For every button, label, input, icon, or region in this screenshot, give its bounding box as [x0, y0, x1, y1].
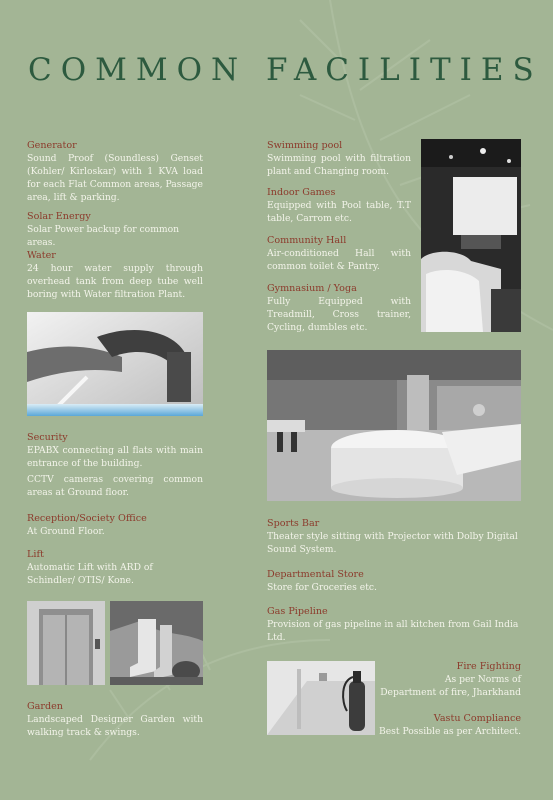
gas-text: Provision of gas pipeline in all kitchen from Gail India Ltd.: [267, 619, 519, 643]
games-section: [267, 186, 411, 225]
gym-text: Fully Equipped with Treadmill, Cross trainer, Cycling, dumbles etc.: [267, 296, 411, 333]
solar-text: Solar Power backup for common areas.: [27, 224, 180, 248]
reception-text: At Ground Floor.: [27, 526, 105, 537]
banquet-hall-photo: [267, 350, 521, 501]
generator-text: Sound Proof (Soundless) Genset (Kohler/ Kirloskar) with 1 KVA load for each Flat Common areas, Passage area, lift & parking.: [27, 153, 203, 203]
sports-text: Theater style sitting with Projector with Dolby Digital Sound System.: [267, 531, 518, 555]
fire-heading: Fire Fighting: [456, 661, 521, 672]
page-title: COMMON FACILITIES: [28, 52, 543, 88]
garden-boots-photo: [110, 601, 203, 685]
pool-text: Swimming pool with filtration plant and Changing room.: [267, 153, 411, 177]
home-theater-photo: [421, 139, 521, 332]
hall-text: Air-conditioned Hall with common toilet & Pantry.: [267, 248, 411, 272]
generator-heading: Generator: [27, 140, 77, 151]
fire-section: [380, 660, 521, 699]
hall-heading: Community Hall: [267, 235, 347, 246]
fire-line-1: As per Norms of: [444, 674, 521, 685]
games-text: Equipped with Pool table, T.T table, Carrom etc.: [267, 200, 411, 224]
reception-section: [27, 512, 203, 538]
lift-heading: Lift: [27, 549, 44, 560]
vastu-text: Best Possible as per Architect.: [378, 726, 521, 737]
generator-section: [27, 139, 203, 204]
gym-section: [267, 282, 411, 334]
gas-heading: Gas Pipeline: [267, 606, 328, 617]
reception-heading: Reception/Society Office: [27, 513, 147, 524]
games-heading: Indoor Games: [267, 187, 336, 198]
gym-heading: Gymnasium / Yoga: [267, 283, 357, 294]
water-text: 24 hour water supply through overhead tank from deep tube well boring with Water filtration Plant.: [27, 263, 203, 300]
garden-heading: Garden: [27, 701, 63, 712]
security-heading: Security: [27, 432, 68, 443]
pool-heading: Swimming pool: [267, 140, 343, 151]
water-section: [27, 249, 203, 301]
hall-section: [267, 234, 411, 273]
vastu-heading: Vastu Compliance: [433, 713, 521, 724]
lift-section: [27, 548, 203, 587]
store-section: [267, 568, 521, 594]
fire-extinguisher-photo: [267, 661, 375, 735]
security-text-2: CCTV cameras covering common areas at Ground floor.: [27, 474, 203, 498]
fire-line-2: Department of fire, Jharkhand: [380, 687, 521, 698]
vastu-section: [360, 712, 521, 738]
solar-heading: Solar Energy: [27, 211, 91, 222]
store-text: Store for Groceries etc.: [267, 582, 377, 593]
water-tap-photo: [27, 312, 203, 416]
solar-section: [27, 210, 203, 249]
garden-text: Landscaped Designer Garden with walking track & swings.: [27, 714, 203, 738]
lift-photo: [27, 601, 105, 685]
sports-heading: Sports Bar: [267, 518, 320, 529]
sports-section: [267, 517, 521, 556]
gas-section: [267, 605, 527, 644]
store-heading: Departmental Store: [267, 569, 364, 580]
security-text-1: EPABX connecting all flats with main entrance of the building.: [27, 445, 203, 469]
garden-section: [27, 700, 203, 739]
pool-section: [267, 139, 411, 178]
security-section: [27, 431, 203, 499]
lift-text: Automatic Lift with ARD of Schindler/ OTIS/ Kone.: [27, 562, 153, 586]
water-heading: Water: [27, 250, 56, 261]
